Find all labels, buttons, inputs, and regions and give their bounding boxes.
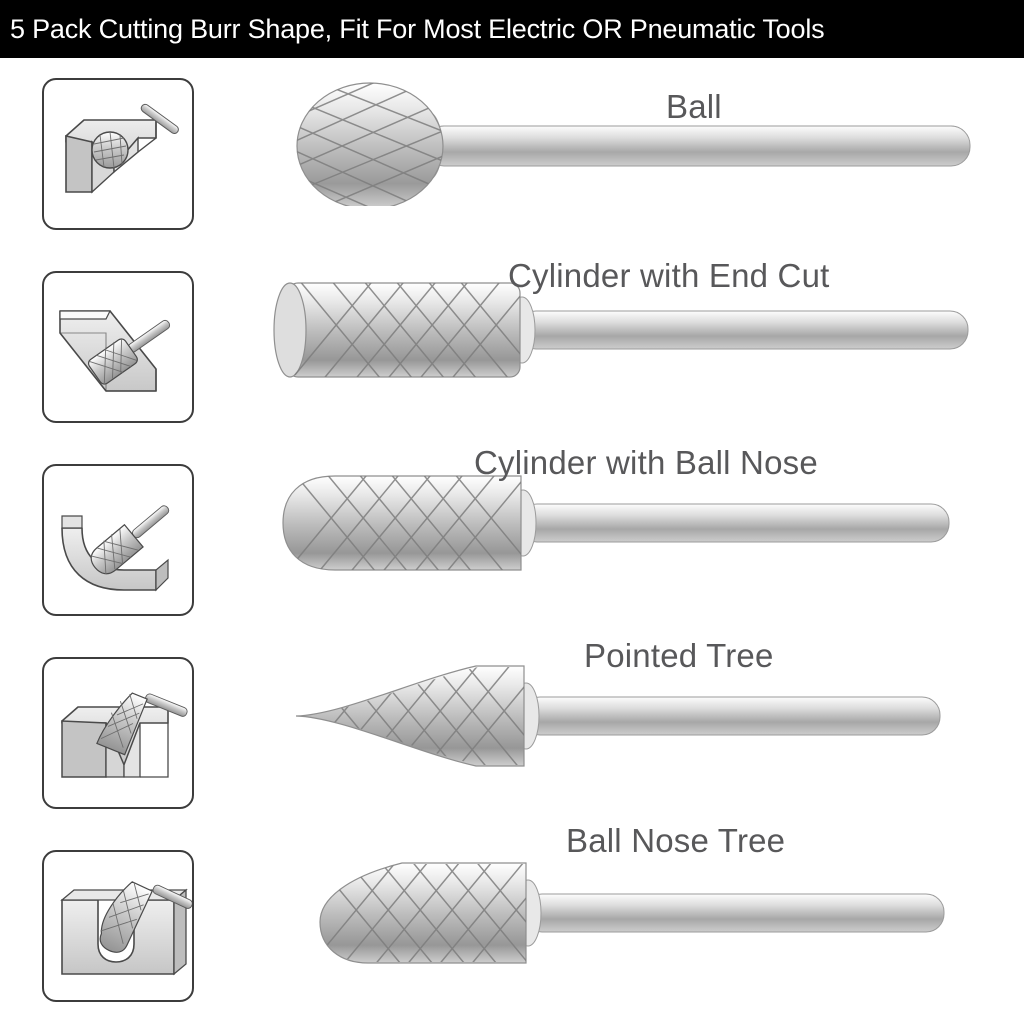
cylinder-end-cut-application-icon — [42, 271, 194, 423]
product-row — [0, 822, 1024, 1023]
ball-burr-application-icon — [42, 78, 194, 230]
ball-nose-tree-application-icon — [42, 850, 194, 1002]
burr-label: Ball Nose Tree — [566, 822, 786, 859]
burr-label: Cylinder with End Cut — [508, 257, 830, 294]
burr-label: Ball — [666, 88, 722, 125]
product-row — [0, 637, 1024, 830]
ball-burr-icon — [250, 66, 1010, 216]
product-rows — [0, 58, 1024, 1024]
product-row — [0, 251, 1024, 444]
pointed-tree-application-icon — [42, 657, 194, 809]
product-row — [0, 444, 1024, 637]
header-banner — [0, 0, 1024, 58]
page-title: 5 Pack Cutting Burr Shape, Fit For Most Electric OR Pneumatic Tools — [10, 13, 825, 44]
cylinder-ball-nose-application-icon — [42, 464, 194, 616]
burr-label: Cylinder with Ball Nose — [474, 444, 818, 481]
burr-label: Pointed Tree — [584, 637, 774, 674]
product-row — [0, 58, 1024, 251]
ball-nose-tree-burr-icon — [290, 850, 1024, 1000]
